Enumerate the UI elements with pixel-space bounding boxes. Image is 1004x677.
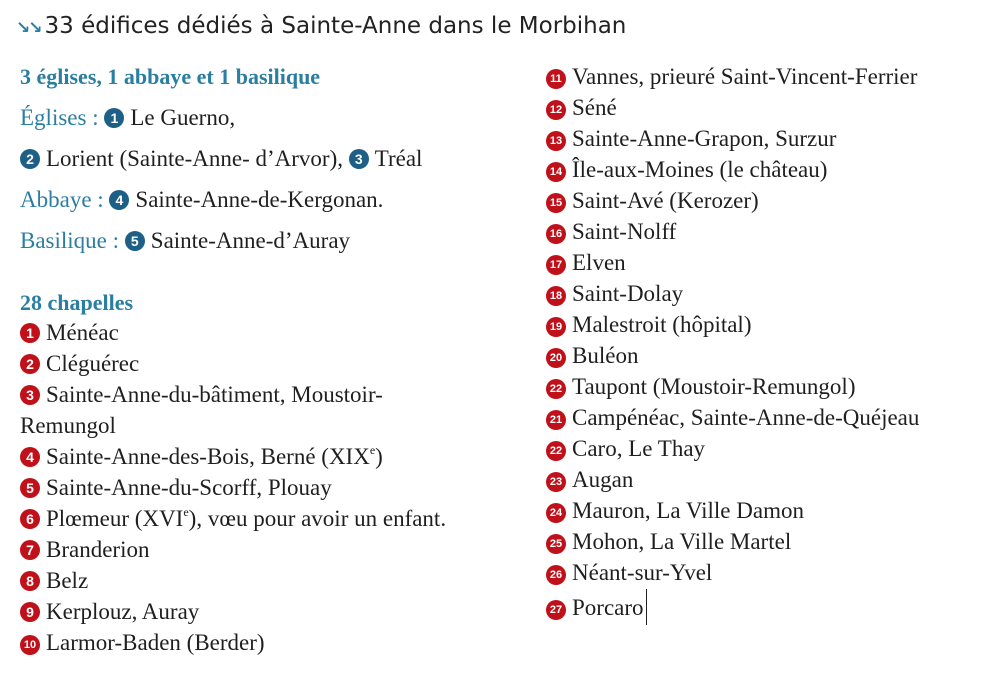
chapel-text: Elven — [572, 250, 626, 275]
number-badge: 21 — [546, 410, 566, 430]
chapel-item — [546, 403, 919, 433]
number-badge: 11 — [546, 69, 566, 89]
abbaye-label: Abbaye : — [20, 187, 104, 212]
abbaye-4-text: Sainte-Anne-de-Kergonan. — [135, 187, 384, 212]
number-badge-4: 4 — [109, 190, 129, 210]
chapel-item — [546, 496, 804, 526]
chapel-item — [20, 442, 383, 472]
chapel-text: Saint-Avé (Kerozer) — [572, 188, 759, 213]
chapel-item — [546, 434, 705, 464]
chapel-item — [546, 217, 676, 247]
number-badge: 22 — [546, 441, 566, 461]
number-badge: 23 — [546, 472, 566, 492]
page-title — [16, 10, 626, 42]
chapel-text: Augan — [572, 467, 634, 492]
number-badge: 5 — [20, 478, 40, 498]
basilique-line — [20, 226, 350, 256]
number-badge: 7 — [20, 540, 40, 560]
chapel-text: Kerplouz, Auray — [46, 599, 200, 624]
eglise-2-text: Lorient (Sainte-Anne- d’Arvor), — [46, 146, 343, 171]
chapel-item — [20, 473, 332, 503]
chapel-item[interactable] — [546, 589, 647, 625]
chapel-text: Malestroit (hôpital) — [572, 312, 752, 337]
number-badge: 2 — [20, 354, 40, 374]
number-badge: 8 — [20, 571, 40, 591]
chapel-item — [546, 124, 836, 154]
number-badge: 4 — [20, 447, 40, 467]
chapel-item — [20, 380, 383, 410]
number-badge: 18 — [546, 286, 566, 306]
number-badge: 25 — [546, 534, 566, 554]
section-heading-churches: 3 églises, 1 abbaye et 1 basilique — [20, 64, 321, 89]
chapel-item — [546, 279, 683, 309]
chapel-text: Belz — [46, 568, 89, 593]
chapel-text: Campénéac, Sainte-Anne-de-Quéjeau — [572, 405, 920, 430]
chapel-item-continuation: Remungol — [20, 413, 116, 438]
number-badge: 1 — [20, 323, 40, 343]
chapel-text: Séné — [572, 95, 617, 120]
chapel-item — [546, 465, 633, 495]
chapel-item — [546, 93, 617, 123]
eglise-3-text: Tréal — [374, 146, 423, 171]
chapel-text: Île-aux-Moines (le château) — [572, 157, 828, 182]
chapel-text: Mauron, La Ville Damon — [572, 498, 804, 523]
number-badge-3: 3 — [349, 149, 369, 169]
number-badge-2: 2 — [20, 149, 40, 169]
text-cursor — [646, 589, 647, 625]
chapel-item — [20, 628, 265, 658]
chapel-text: Taupont (Moustoir-Remungol) — [572, 374, 856, 399]
chapel-text: Néant-sur-Yvel — [572, 560, 713, 585]
number-badge: 27 — [546, 600, 566, 620]
chapel-item — [20, 597, 199, 627]
number-badge-5: 5 — [125, 231, 145, 251]
chapel-item — [546, 527, 791, 557]
number-badge: 19 — [546, 317, 566, 337]
chapel-item — [546, 558, 712, 588]
chapel-item — [546, 310, 752, 340]
number-badge: 6 — [20, 509, 40, 529]
number-badge: 26 — [546, 565, 566, 585]
number-badge: 3 — [20, 385, 40, 405]
abbaye-line — [20, 185, 383, 215]
chapel-text: Sainte-Anne-des-Bois, Berné (XIX — [46, 444, 370, 469]
number-badge: 14 — [546, 162, 566, 182]
section-heading-chapels: 28 chapelles — [20, 290, 134, 315]
century-superscript: e — [369, 443, 376, 457]
chapel-text: Sainte-Anne-du-Scorff, Plouay — [46, 475, 332, 500]
chapel-text: Sainte-Anne-Grapon, Surzur — [572, 126, 837, 151]
number-badge-1: 1 — [104, 108, 124, 128]
number-badge: 17 — [546, 255, 566, 275]
chapel-text: Branderion — [46, 537, 150, 562]
chapel-text: Caro, Le Thay — [572, 436, 706, 461]
chapel-item — [546, 155, 827, 185]
chapel-text: Sainte-Anne-du-bâtiment, Moustoir- — [46, 382, 383, 407]
chapel-text: Saint-Dolay — [572, 281, 684, 306]
chapel-text: Larmor-Baden (Berder) — [46, 630, 265, 655]
chapel-item — [20, 504, 446, 534]
chapel-text: Vannes, prieuré Saint-Vincent-Ferrier — [572, 64, 918, 89]
eglise-1-text: Le Guerno, — [130, 105, 236, 130]
basilique-label: Basilique : — [20, 228, 120, 253]
number-badge: 20 — [546, 348, 566, 368]
eglises-line-2 — [20, 144, 422, 174]
chapel-item — [546, 186, 759, 216]
eglises-label: Églises : — [20, 105, 99, 130]
chapel-item — [546, 248, 626, 278]
chapel-text-after: ), vœu pour avoir un enfant. — [188, 506, 447, 531]
number-badge: 12 — [546, 100, 566, 120]
chapel-item — [20, 318, 119, 348]
chapel-text: Cléguérec — [46, 351, 140, 376]
number-badge: 15 — [546, 193, 566, 213]
century-superscript: e — [183, 505, 189, 519]
number-badge: 24 — [546, 503, 566, 523]
chapel-text: Porcaro — [572, 595, 644, 620]
chapel-text: Ménéac — [46, 320, 119, 345]
number-badge: 16 — [546, 224, 566, 244]
chapel-text: Mohon, La Ville Martel — [572, 529, 792, 554]
chapel-item — [20, 566, 88, 596]
chapel-item — [20, 535, 149, 565]
eglises-line — [20, 103, 235, 133]
chapel-item — [546, 341, 638, 371]
basilique-5-text: Sainte-Anne-d’Auray — [150, 228, 351, 253]
number-badge: 13 — [546, 131, 566, 151]
page-title-text: 33 édifices dédiés à Sainte-Anne dans le Morbihan — [44, 13, 627, 39]
chapel-text: Plœmeur (XVI — [46, 506, 184, 531]
chapel-item — [20, 349, 139, 379]
chapel-item — [546, 372, 855, 402]
number-badge: 9 — [20, 602, 40, 622]
chapel-text: Buléon — [572, 343, 639, 368]
number-badge: 10 — [20, 635, 40, 655]
arrow-down-right-icon: ↘↘ — [16, 18, 41, 38]
chapel-text: Saint-Nolff — [572, 219, 677, 244]
chapel-text-after: ) — [375, 444, 383, 469]
number-badge: 22 — [546, 379, 566, 399]
chapel-item — [546, 62, 917, 92]
